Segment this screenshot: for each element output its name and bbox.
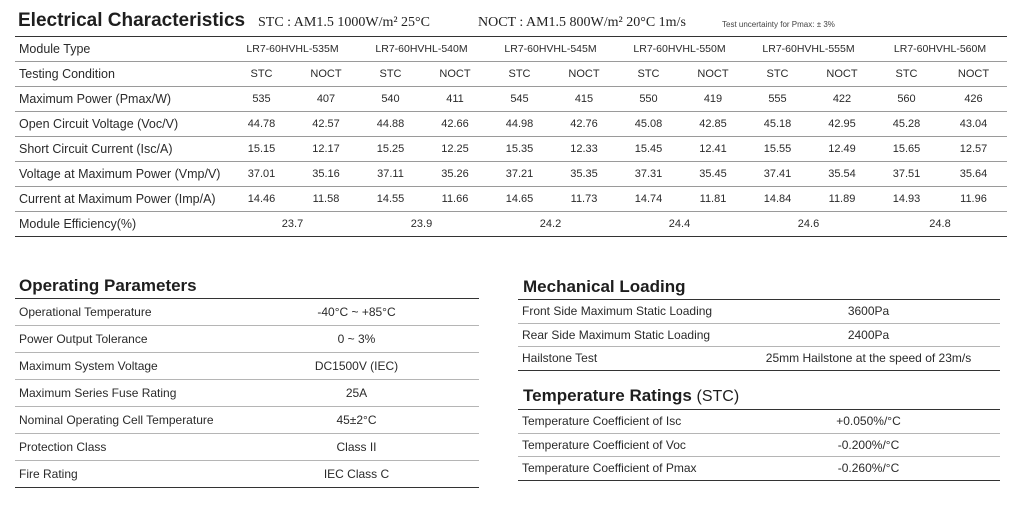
table-cell: 35.16 <box>295 162 357 187</box>
temperature-table <box>518 409 1000 481</box>
table-cell: 15.55 <box>744 137 811 162</box>
row-label: Maximum Power (Pmax/W) <box>15 87 228 112</box>
model-name: LR7-60HVHL-555M <box>744 37 873 62</box>
table-cell: 15.25 <box>357 137 424 162</box>
row-label: Hailstone Test <box>518 347 737 371</box>
uncertainty-note: Test uncertainty for Pmax: ± 3% <box>722 20 835 29</box>
table-cell: 42.85 <box>682 112 744 137</box>
isc-row <box>15 137 1007 162</box>
table-cell: 44.88 <box>357 112 424 137</box>
row-value: 45±2°C <box>234 407 479 434</box>
table-row <box>15 353 479 380</box>
row-label: Front Side Maximum Static Loading <box>518 300 737 324</box>
table-cell: 15.35 <box>486 137 553 162</box>
table-cell: 14.93 <box>873 187 940 212</box>
electrical-header <box>18 8 1018 34</box>
table-cell: 45.08 <box>615 112 682 137</box>
table-cell: 11.81 <box>682 187 744 212</box>
row-value: 0 ~ 3% <box>234 326 479 353</box>
row-label: Short Circuit Current (Isc/A) <box>15 137 228 162</box>
row-value: -0.260%/°C <box>737 457 1000 481</box>
table-cell: 37.41 <box>744 162 811 187</box>
row-value: DC1500V (IEC) <box>234 353 479 380</box>
table-row <box>15 380 479 407</box>
table-cell: 44.78 <box>228 112 295 137</box>
table-row <box>518 347 1000 371</box>
table-cell: 24.4 <box>615 212 744 237</box>
table-cell: 23.7 <box>228 212 357 237</box>
row-label: Testing Condition <box>15 62 228 87</box>
table-cell: 14.65 <box>486 187 553 212</box>
table-cell: 11.89 <box>811 187 873 212</box>
row-value: -0.200%/°C <box>737 433 1000 457</box>
noct-condition: NOCT : AM1.5 800W/m² 20°C 1m/s <box>478 15 686 30</box>
table-cell: 35.54 <box>811 162 873 187</box>
row-label: Fire Rating <box>15 461 234 488</box>
table-cell: NOCT <box>811 62 873 87</box>
table-cell: 15.15 <box>228 137 295 162</box>
row-label: Voltage at Maximum Power (Vmp/V) <box>15 162 228 187</box>
table-cell: 407 <box>295 87 357 112</box>
mechanical-table <box>518 299 1000 371</box>
table-cell: STC <box>357 62 424 87</box>
row-label: Module Type <box>15 37 228 62</box>
table-cell: 545 <box>486 87 553 112</box>
table-cell: 12.33 <box>553 137 615 162</box>
table-cell: 11.58 <box>295 187 357 212</box>
table-row <box>15 326 479 353</box>
table-cell: 42.57 <box>295 112 357 137</box>
row-label: Temperature Coefficient of Pmax <box>518 457 737 481</box>
table-cell: STC <box>228 62 295 87</box>
table-cell: 45.18 <box>744 112 811 137</box>
electrical-title: Electrical Characteristics <box>18 10 246 31</box>
table-cell: 35.45 <box>682 162 744 187</box>
model-name: LR7-60HVHL-550M <box>615 37 744 62</box>
table-cell: 14.84 <box>744 187 811 212</box>
model-name: LR7-60HVHL-535M <box>228 37 357 62</box>
table-cell: 45.28 <box>873 112 940 137</box>
table-cell: NOCT <box>940 62 1007 87</box>
table-cell: 426 <box>940 87 1007 112</box>
table-cell: 37.21 <box>486 162 553 187</box>
table-cell: 11.66 <box>424 187 486 212</box>
model-name: LR7-60HVHL-545M <box>486 37 615 62</box>
table-cell: 14.74 <box>615 187 682 212</box>
voc-row <box>15 112 1007 137</box>
table-cell: 12.49 <box>811 137 873 162</box>
row-label: Power Output Tolerance <box>15 326 234 353</box>
table-cell: 37.31 <box>615 162 682 187</box>
table-cell: 42.95 <box>811 112 873 137</box>
table-cell: 12.57 <box>940 137 1007 162</box>
max-power-row <box>15 87 1007 112</box>
table-cell: STC <box>873 62 940 87</box>
table-cell: 24.6 <box>744 212 873 237</box>
table-cell: NOCT <box>295 62 357 87</box>
table-cell: STC <box>615 62 682 87</box>
table-row <box>518 323 1000 347</box>
table-cell: STC <box>744 62 811 87</box>
operating-table <box>15 298 479 488</box>
table-row <box>518 300 1000 324</box>
model-name: LR7-60HVHL-560M <box>873 37 1007 62</box>
row-value: IEC Class C <box>234 461 479 488</box>
temperature-title <box>523 386 739 406</box>
table-row <box>15 434 479 461</box>
table-cell: 44.98 <box>486 112 553 137</box>
row-label: Open Circuit Voltage (Voc/V) <box>15 112 228 137</box>
row-label: Maximum Series Fuse Rating <box>15 380 234 407</box>
table-cell: 415 <box>553 87 615 112</box>
table-cell: 37.01 <box>228 162 295 187</box>
table-cell: 24.2 <box>486 212 615 237</box>
row-label: Current at Maximum Power (Imp/A) <box>15 187 228 212</box>
row-label: Rear Side Maximum Static Loading <box>518 323 737 347</box>
row-label: Temperature Coefficient of Voc <box>518 433 737 457</box>
stc-condition: STC : AM1.5 1000W/m² 25°C <box>258 15 430 30</box>
table-cell: 555 <box>744 87 811 112</box>
table-cell: 422 <box>811 87 873 112</box>
table-cell: 419 <box>682 87 744 112</box>
table-cell: 24.8 <box>873 212 1007 237</box>
table-cell: 12.25 <box>424 137 486 162</box>
table-cell: 12.17 <box>295 137 357 162</box>
table-cell: 540 <box>357 87 424 112</box>
table-cell: 15.65 <box>873 137 940 162</box>
table-cell: 411 <box>424 87 486 112</box>
table-cell: 560 <box>873 87 940 112</box>
table-cell: NOCT <box>553 62 615 87</box>
temperature-subtitle: (STC) <box>696 388 740 405</box>
table-row <box>518 457 1000 481</box>
table-row <box>518 410 1000 434</box>
table-cell: 535 <box>228 87 295 112</box>
row-value: +0.050%/°C <box>737 410 1000 434</box>
table-cell: 35.64 <box>940 162 1007 187</box>
table-cell: 35.35 <box>553 162 615 187</box>
table-cell: 37.51 <box>873 162 940 187</box>
row-label: Nominal Operating Cell Temperature <box>15 407 234 434</box>
table-row <box>15 299 479 326</box>
table-row <box>15 461 479 488</box>
temperature-title-text: Temperature Ratings <box>523 386 692 405</box>
table-cell: 42.76 <box>553 112 615 137</box>
row-value: 25A <box>234 380 479 407</box>
mechanical-title: Mechanical Loading <box>523 277 686 296</box>
table-cell: 15.45 <box>615 137 682 162</box>
table-cell: 12.41 <box>682 137 744 162</box>
row-label: Maximum System Voltage <box>15 353 234 380</box>
row-label: Operational Temperature <box>15 299 234 326</box>
table-cell: 37.11 <box>357 162 424 187</box>
table-cell: NOCT <box>682 62 744 87</box>
table-cell: 43.04 <box>940 112 1007 137</box>
efficiency-row <box>15 212 1007 237</box>
module-type-row <box>15 37 1007 62</box>
table-cell: 11.96 <box>940 187 1007 212</box>
table-cell: NOCT <box>424 62 486 87</box>
table-row <box>518 433 1000 457</box>
vmp-row <box>15 162 1007 187</box>
row-label: Module Efficiency(%) <box>15 212 228 237</box>
row-label: Temperature Coefficient of Isc <box>518 410 737 434</box>
table-cell: STC <box>486 62 553 87</box>
table-cell: 14.55 <box>357 187 424 212</box>
model-name: LR7-60HVHL-540M <box>357 37 486 62</box>
electrical-table <box>15 36 1007 237</box>
row-value: 25mm Hailstone at the speed of 23m/s <box>737 347 1000 371</box>
row-value: -40°C ~ +85°C <box>234 299 479 326</box>
imp-row <box>15 187 1007 212</box>
row-label: Protection Class <box>15 434 234 461</box>
table-cell: 550 <box>615 87 682 112</box>
table-cell: 23.9 <box>357 212 486 237</box>
row-value: 2400Pa <box>737 323 1000 347</box>
table-cell: 42.66 <box>424 112 486 137</box>
row-value: 3600Pa <box>737 300 1000 324</box>
operating-title: Operating Parameters <box>19 276 197 295</box>
table-cell: 11.73 <box>553 187 615 212</box>
table-cell: 14.46 <box>228 187 295 212</box>
table-cell: 35.26 <box>424 162 486 187</box>
row-value: Class II <box>234 434 479 461</box>
table-row <box>15 407 479 434</box>
testing-condition-row <box>15 62 1007 87</box>
